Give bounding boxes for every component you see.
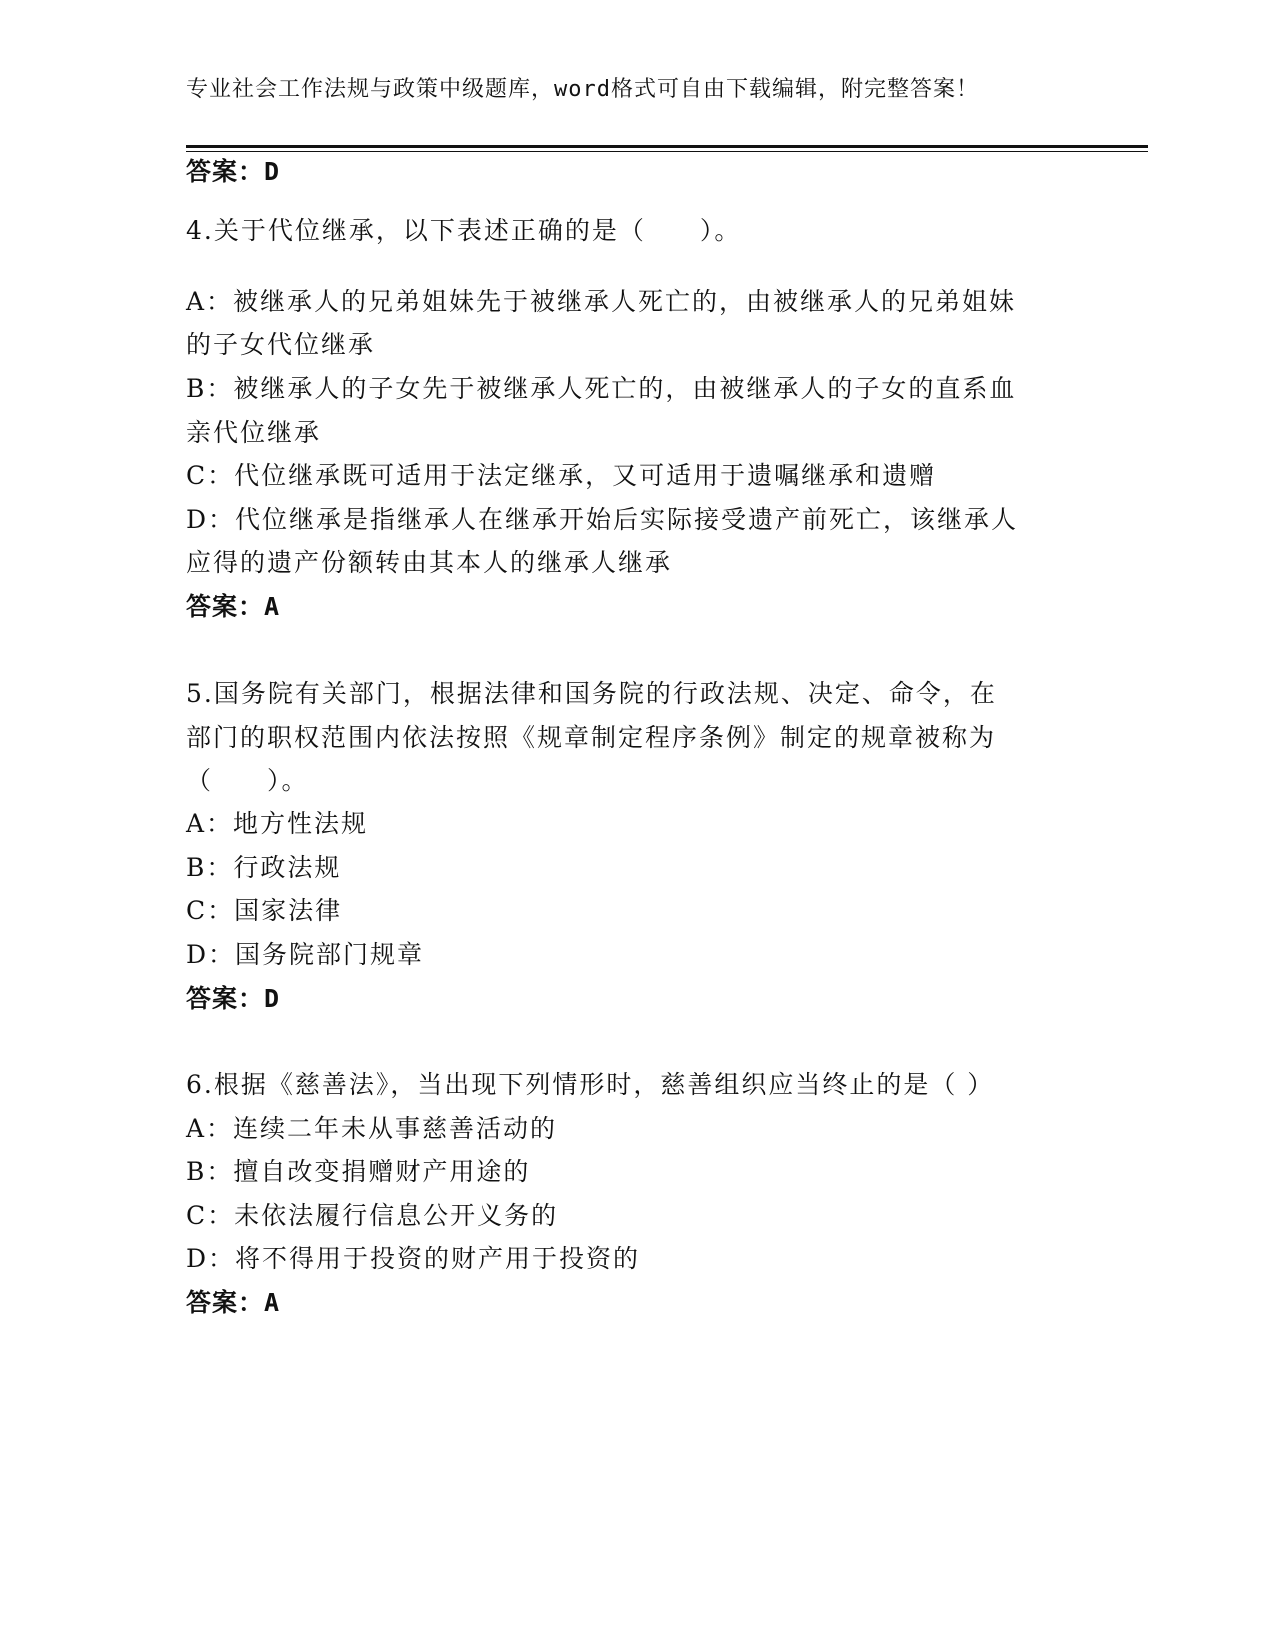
header-rule-thin: [186, 151, 1148, 152]
answer-value: A: [264, 592, 281, 621]
question-5-option-b: B：行政法规: [186, 853, 342, 882]
question-5-option-d: D：国务院部门规章: [186, 940, 425, 969]
question-4-option-b: B：被继承人的子女先于被继承人死亡的，由被继承人的子女的直系血: [186, 374, 1017, 403]
answer-value: A: [264, 1288, 281, 1317]
question-4-option-a: A：被继承人的兄弟姐妹先于被继承人死亡的，由被继承人的兄弟姐妹: [186, 287, 1017, 316]
answer-line-q6: [186, 1285, 280, 1321]
answer-line-prev: [186, 154, 280, 190]
answer-line-q4: [186, 589, 280, 625]
question-4-option-b-cont: 亲代位继承: [186, 418, 322, 447]
question-6-option-d: D：将不得用于投资的财产用于投资的: [186, 1244, 641, 1273]
header-rule-thick: [186, 145, 1148, 148]
question-6-option-c: C：未依法履行信息公开义务的: [186, 1201, 559, 1230]
question-6-option-b: B：擅自改变捐赠财产用途的: [186, 1157, 531, 1186]
question-4-option-d: D：代位继承是指继承人在继承开始后实际接受遗产前死亡，该继承人: [186, 505, 1019, 534]
answer-value: D: [264, 984, 281, 1013]
question-6-stem: 6.根据《慈善法》，当出现下列情形时，慈善组织应当终止的是（ ）: [186, 1070, 995, 1099]
question-4-option-c: C：代位继承既可适用于法定继承，又可适用于遗嘱继承和遗赠: [186, 461, 937, 490]
answer-label: 答案：: [186, 157, 265, 186]
page-header: 专业社会工作法规与政策中级题库，word格式可自由下载编辑，附完整答案！: [186, 77, 979, 102]
question-5-stem: 5.国务院有关部门，根据法律和国务院的行政法规、决定、命令，在: [186, 679, 997, 708]
question-5-stem-blank: （ ）。: [186, 766, 309, 795]
answer-label: 答案：: [186, 1288, 265, 1317]
question-5-option-a: A：地方性法规: [186, 809, 369, 838]
answer-label: 答案：: [186, 984, 265, 1013]
answer-line-q5: [186, 981, 280, 1017]
question-5-stem-cont: 部门的职权范围内依法按照《规章制定程序条例》制定的规章被称为: [186, 723, 997, 752]
question-4-option-d-cont: 应得的遗产份额转由其本人的继承人继承: [186, 548, 673, 577]
question-4-stem: 4.关于代位继承，以下表述正确的是（ ）。: [186, 216, 742, 245]
answer-value: D: [264, 157, 281, 186]
question-6-option-a: A：连续二年未从事慈善活动的: [186, 1114, 558, 1143]
answer-label: 答案：: [186, 592, 265, 621]
question-5-option-c: C：国家法律: [186, 896, 343, 925]
question-4-option-a-cont: 的子女代位继承: [186, 330, 376, 359]
